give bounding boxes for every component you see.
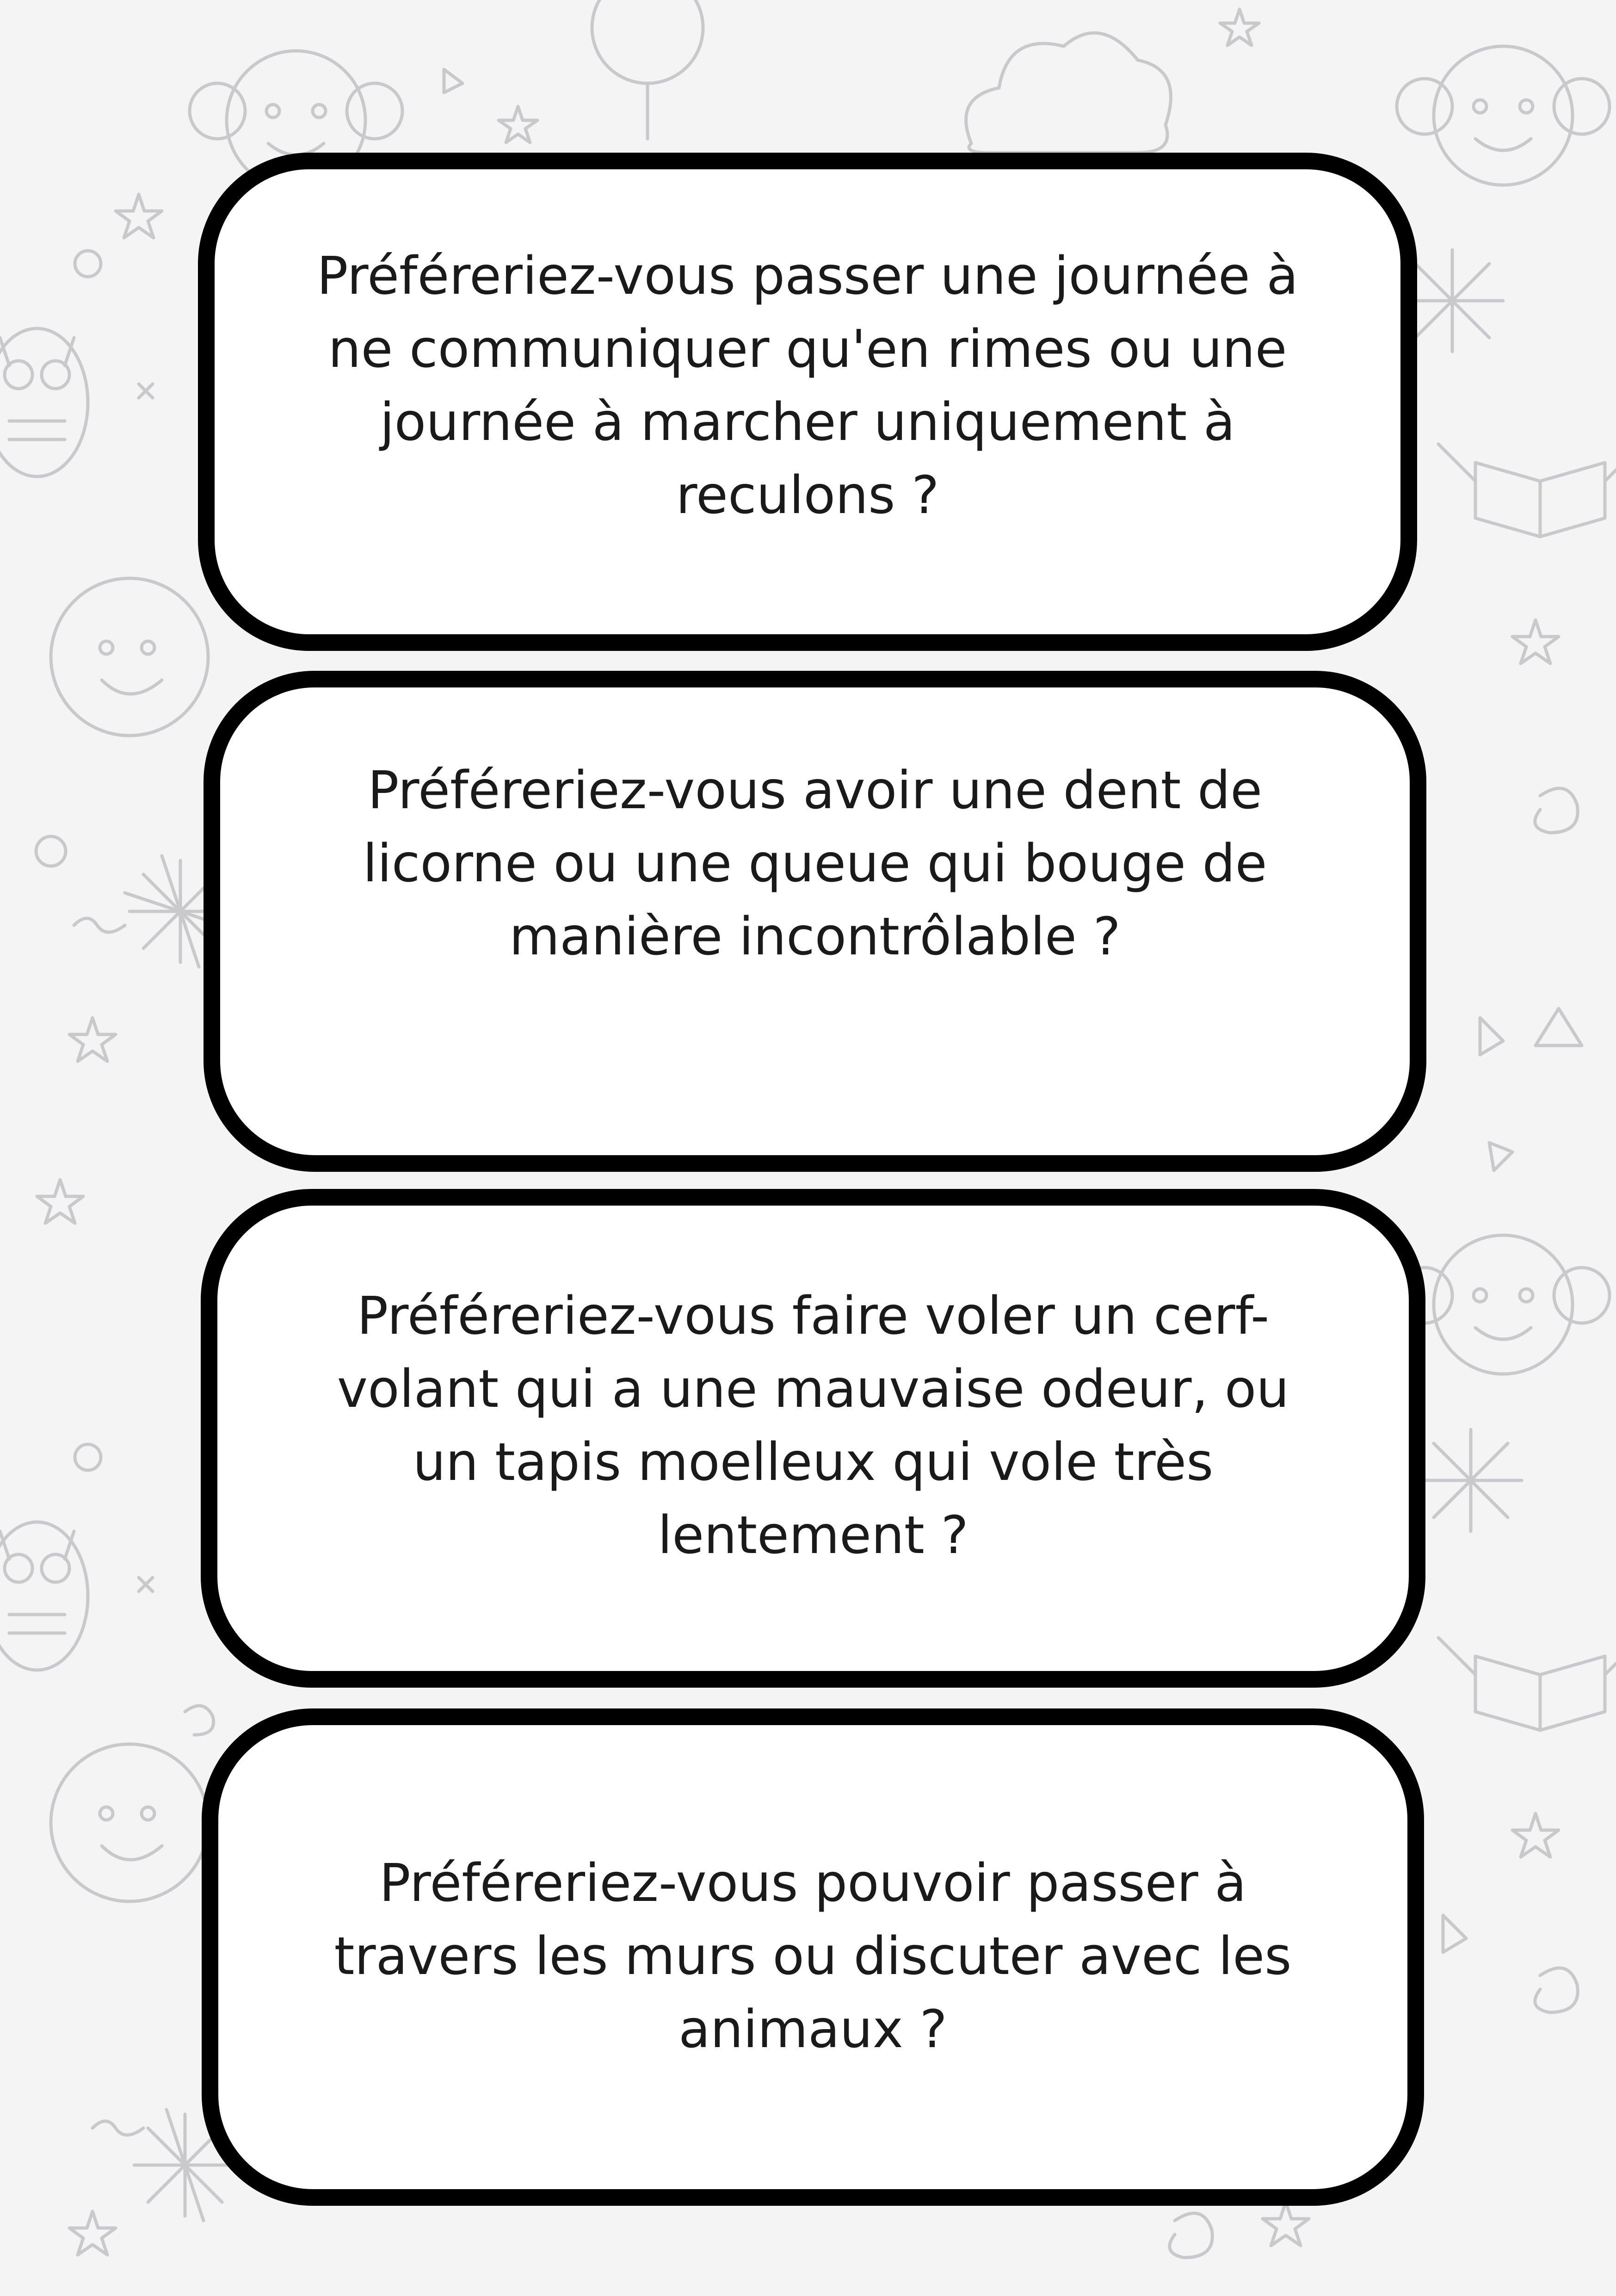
star-icon <box>116 194 162 238</box>
burst-icon <box>1420 1430 1522 1531</box>
circle-icon <box>36 836 66 866</box>
question-text: Préféreriez-vous faire voler un cerf-volant qui a une mauvaise odeur, ou un tapis moelleux qui vole très lentement ? <box>337 1286 1289 1566</box>
cross-icon <box>139 1578 153 1591</box>
owl-icon <box>0 1522 88 1670</box>
triangle-icon <box>444 69 463 93</box>
cloud-icon <box>966 33 1171 153</box>
question-card-2 <box>204 671 1426 1172</box>
owl-icon <box>0 328 88 477</box>
tree-icon <box>592 0 703 139</box>
swirl-icon <box>1170 2213 1213 2258</box>
monkey-face-icon <box>51 578 208 736</box>
swirl-icon <box>1535 788 1578 833</box>
monkey-face-icon <box>51 1744 208 1901</box>
triangle-icon <box>1489 1143 1512 1170</box>
question-card-1 <box>198 153 1417 651</box>
question-card-3 <box>201 1189 1425 1688</box>
swirl-icon <box>1535 1968 1578 2012</box>
triangle-icon <box>1480 1018 1503 1055</box>
arrow-icon <box>74 918 143 2135</box>
circle-icon <box>75 1444 101 1470</box>
star-icon <box>1220 9 1259 45</box>
open-book-icon <box>1438 444 1616 537</box>
question-text: Préféreriez-vous pouvoir passer à travers les murs ou discuter avec les animaux ? <box>334 1853 1292 2060</box>
star-icon <box>69 2211 116 2255</box>
monkey-face-icon <box>1397 46 1610 185</box>
question-text: Préféreriez-vous avoir une dent de licorne ou une queue qui bouge de manière incontrôlable ? <box>363 761 1267 967</box>
star-icon <box>1512 620 1559 663</box>
open-book-icon <box>1438 1638 1616 1730</box>
star-icon <box>69 1018 116 1061</box>
star-icon <box>1263 2202 1309 2246</box>
question-card-4 <box>202 1708 1424 2206</box>
question-text: Préféreriez-vous passer une journée à ne communiquer qu'en rimes ou une journée à marcher uniquement à reculons ? <box>316 246 1299 526</box>
circle-icon <box>75 251 101 277</box>
star-icon <box>1512 1813 1559 1857</box>
star-icon <box>499 106 537 142</box>
cross-icon <box>139 384 153 398</box>
triangle-icon <box>1536 1009 1582 1046</box>
monkey-face-icon <box>1397 1235 1610 1374</box>
triangle-icon <box>1443 1915 1466 1952</box>
star-icon <box>37 1180 83 1223</box>
swirl-icon <box>185 1706 214 1735</box>
